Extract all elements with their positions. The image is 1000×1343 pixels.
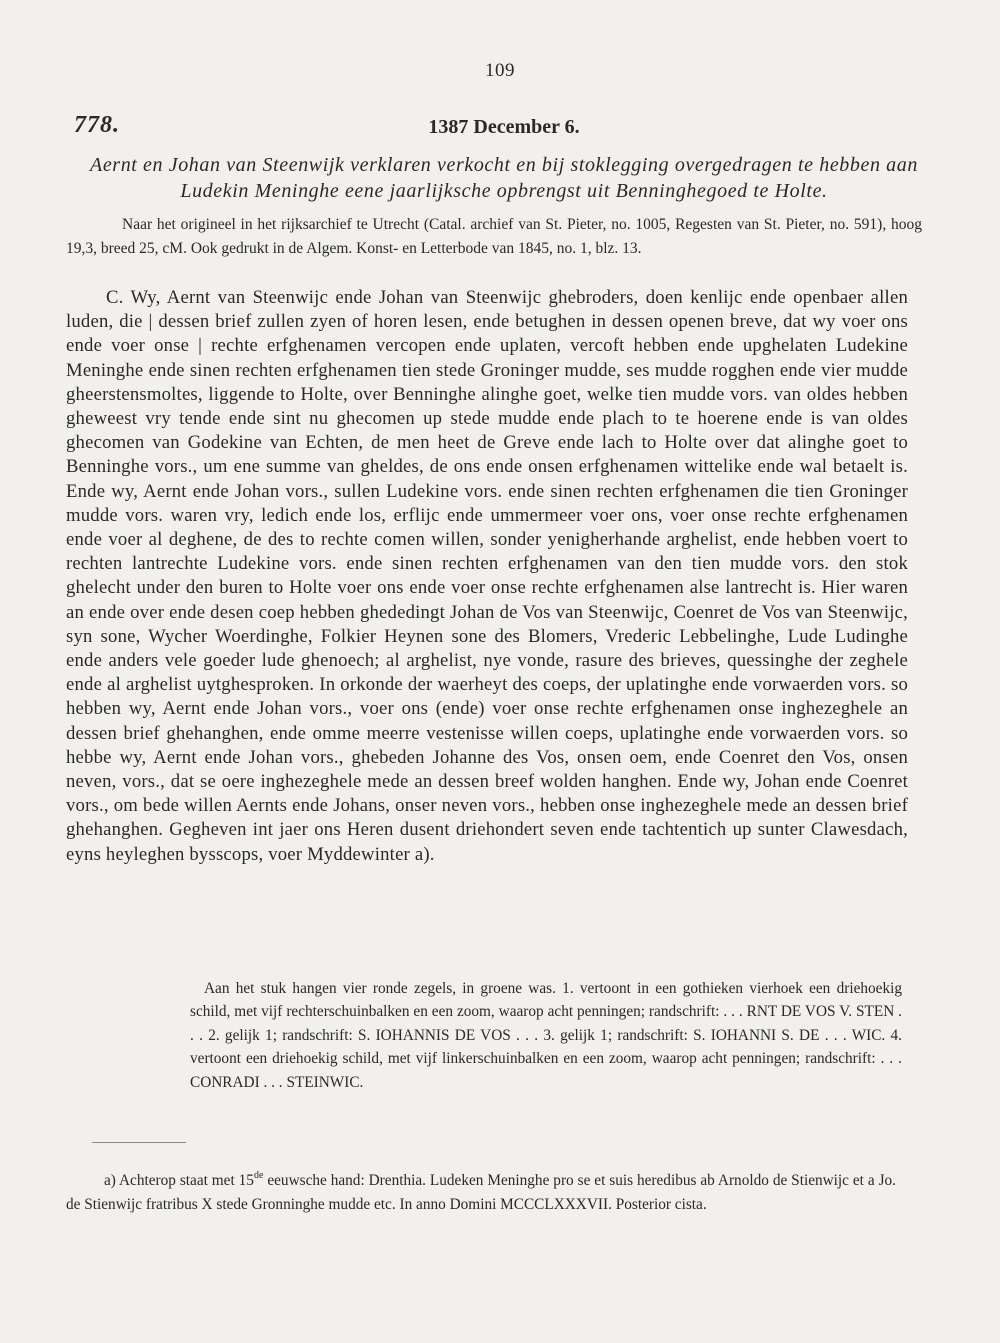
page-number: 109	[485, 60, 515, 81]
charter-footnote-marker: a).	[414, 843, 435, 865]
footnote-text: eeuwsche hand: Drenthia. Ludeken Meninghe pro se et suis heredibus ab Arnoldo de Stienwijc et a Jo. de Stienwijc fratribus X stede Gronninghe mudde etc. In anno Domini MCCCLXXXVII. Posterior cista.	[66, 1172, 897, 1213]
charter-text	[66, 286, 908, 867]
footnote-superscript: de	[253, 1170, 264, 1181]
document-number: 778.	[74, 112, 120, 138]
footnote-divider	[92, 1142, 186, 1143]
footnote-lead: Achterop staat met 15	[118, 1172, 254, 1189]
document-header	[74, 112, 934, 146]
footnote	[66, 1169, 896, 1217]
charter-body: C. Wy, Aernt van Steenwijc ende Johan van Steenwijc ghebroders, doen kenlijc ende openbaer allen luden, die | dessen brief zullen zyen of horen lesen, ende betughen in dessen openen breve, dat wy voer ons ende voer onse | rechte erfghenamen vercopen ende uplaten, vercoft hebben ende upghelaten Ludekine Meninghe ende sinen rechten erfghenamen tien stede Groninger mudde, ses mudde rogghen ende vier mudde gheerstensmoltes, liggende to Holte, over Benninghe alinghe goet, welke tien mudde vors. van oldes hebben gheweest vry tende ende sint nu ghecomen up stede mudde ende plach to te hoerene ende is van oldes ghecomen van Godekine van Echten, de men heet de Greve ende lach to Holte over dat alinghe goet to Benninghe vors., um ene summe van gheldes, de ons ende onsen erfghenamen wittelike ende wal betaelt is. Ende wy, Aernt ende Johan vors., sullen Ludekine vors. ende sinen rechten erfghenamen die tien Groninger mudde vors. waren vry, ledich ende los, erflijc ende ummermeer voer ons, voer onse rechte erfghenamen ende voer al deghene, de des to rechte comen willen, sonder yenigherhande arghelist, ende hebben voert to rechten lantrechte Ludekine vors. ende sinen rechten erfghenamen van den tien mudde vors. den stok ghelecht under den buren to Holte voer ons ende voer onse rechte erfghenamen alse lantrecht is. Hier waren an ende over ende desen coep hebben ghededingt Johan de Vos van Steenwijc, Coenret de Vos van Steenwijc, syn sone, Wycher Woerdinghe, Folkier Heynen sone des Blomers, Vrederic Lebbelinghe, Lude Ludinghe ende anders vele goeder lude ghenoech; al arghelist, nye vonde, rasure des brieves, quessinghe der zeghele ende al arghelist uytghesproken. In orkonde der waerheyt des coeps, der uplatinghe ende vorwaerden vors. so hebben wy, Aernt ende Johan vors., voer ons (ende) voer onse rechte erfghenamen onse inghezeghele an dessen brief ghehanghen, ende omme meerre vestenisse willen coeps, uplatinghe ende vorwaerden vors. so hebbe wy, Aernt ende Johan vors., ghebeden Johanne des Vos, onsen oem, ende Coenret den Vos, onsen neven, vors., dat se oere inghezeghele mede an dessen breef wolden hanghen. Ende wy, Johan ende Coenret vors., om bede willen Aernts ende Johans, onser neven vors., hebben onse inghezeghele mede an dessen brief ghehanghen. Gegheven int jaer ons Heren dusent driehondert seven ende tachtentich up sunter Clawesdach, eyns heyleghen bysscops, voer Myddewinter	[66, 287, 908, 865]
document-summary: Aernt en Johan van Steenwijk verklaren verkocht en bij stoklegging overgedragen te hebben aan Ludekin Meninghe eene jaarlijksche opbrengst uit Benninghegoed te Holte.	[90, 154, 918, 202]
source-note: Naar het origineel in het rijksarchief te Utrecht (Catal. archief van St. Pieter, no. 1005, Regesten van St. Pieter, no. 591), hoog 19,3, breed 25, cM. Ook gedrukt in de Algem. Konst- en Letterbode van 1845, no. 1, blz. 13.	[66, 216, 922, 257]
document-date: 1387 December 6.	[428, 116, 580, 138]
footnote-marker: a)	[104, 1172, 116, 1189]
seals-description: Aan het stuk hangen vier ronde zegels, in groene was. 1. vertoont in een gothieken vierhoek een driehoekig schild, met vijf rechterschuinbalken en een zoom, waarop acht penningen; randschrift: . . . RNT DE VOS V. STEN . . . 2. gelijk 1; randschrift: S. IOHANNIS DE VOS . . . 3. gelijk 1; randschrift: S. IOHANNI S. DE . . . WIC. 4. vertoont een driehoekig schild, met vijf linkerschuinbalken en een zoom, waarop acht penningen; randschrift: . . . CONRADI . . . STEINWIC.	[190, 980, 902, 1091]
